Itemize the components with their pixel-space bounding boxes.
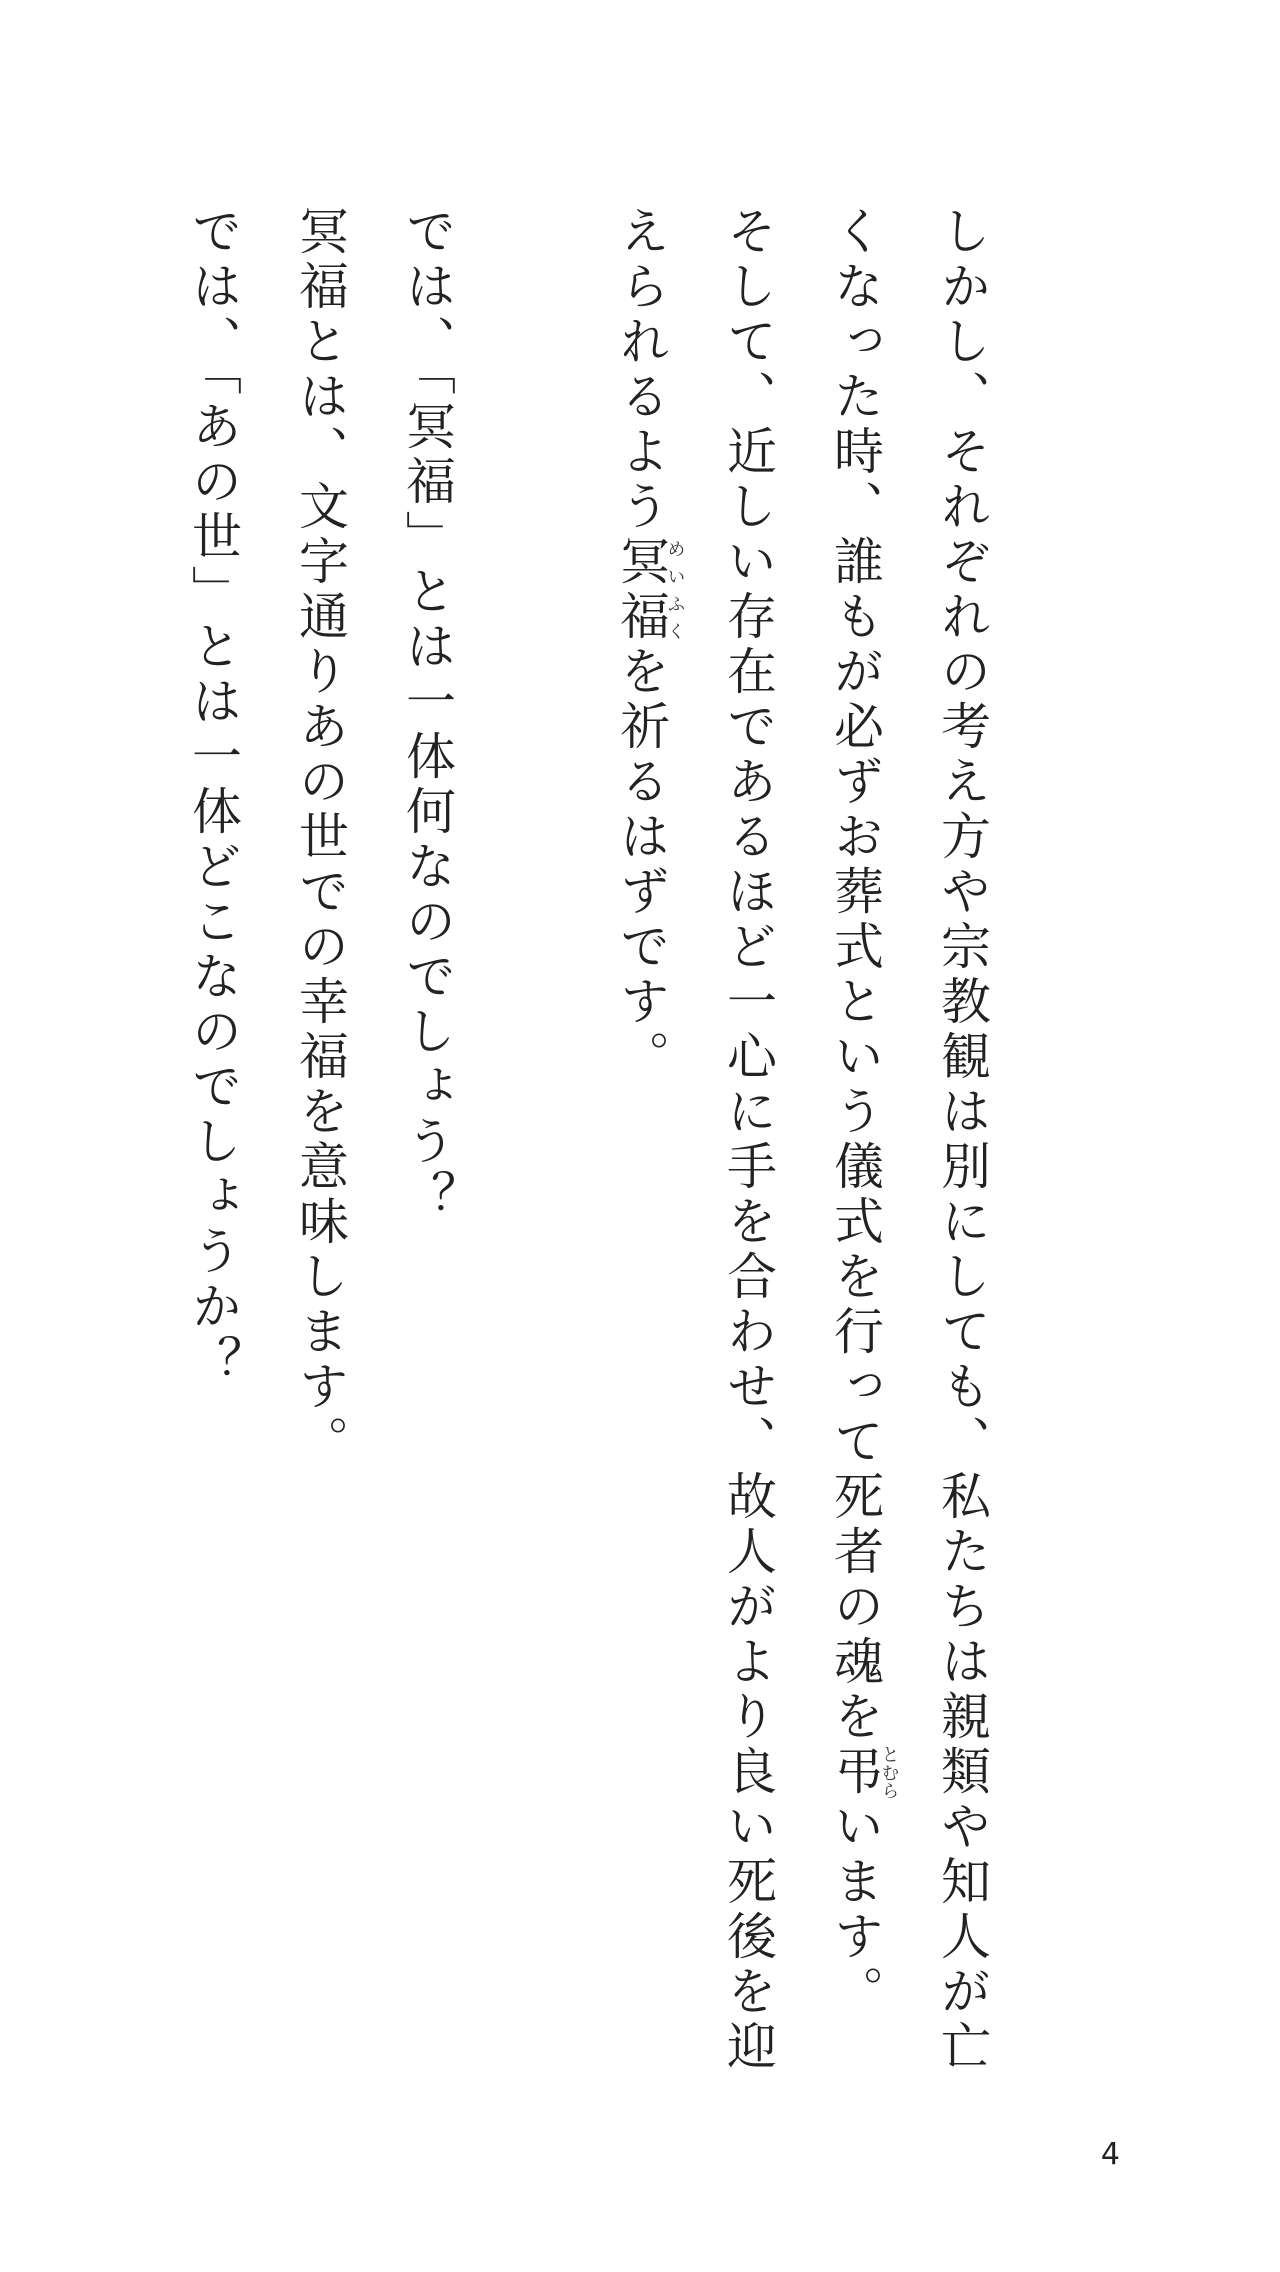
ruby-base-tomurau: 弔	[826, 1745, 884, 1800]
ruby-reading-tomurau: とむら	[878, 1745, 900, 1800]
ruby-reading-meifuku: めいふく	[664, 535, 686, 645]
paragraph-1-text-a: しかし、それぞれの考え方や宗教観は別にしても、私たちは親類や知人が亡くなった時、誰もが必ずお葬式という儀式を行って死者の魂を	[826, 205, 991, 2075]
paragraph-1	[801, 205, 1015, 2105]
page-number: 4	[1100, 2137, 1120, 2172]
paragraph-2	[587, 205, 801, 2105]
vertical-text-body	[159, 205, 1015, 2105]
paragraph-2-text-b: を祈るはずです。	[612, 645, 670, 1085]
paragraph-3: では、「冥福」とは一体何なのでしょう？	[398, 205, 456, 1225]
paragraph-5: では、「あの世」とは一体どこなのでしょうか？	[184, 205, 242, 1390]
paragraph-1-text-b: います。	[826, 1800, 884, 2020]
ruby-meifuku	[612, 535, 686, 645]
ruby-base-meifuku: 冥福	[612, 535, 670, 645]
paragraph-break	[480, 205, 587, 215]
paragraph-2-text-a: そして、近しい存在であるほど一心に手を合わせ、故人がより良い死後を迎えられるよう	[612, 205, 777, 2075]
ruby-tomurau	[826, 1745, 900, 1800]
paragraph-4: 冥福とは、文字通りあの世での幸福を意味します。	[291, 205, 349, 1470]
